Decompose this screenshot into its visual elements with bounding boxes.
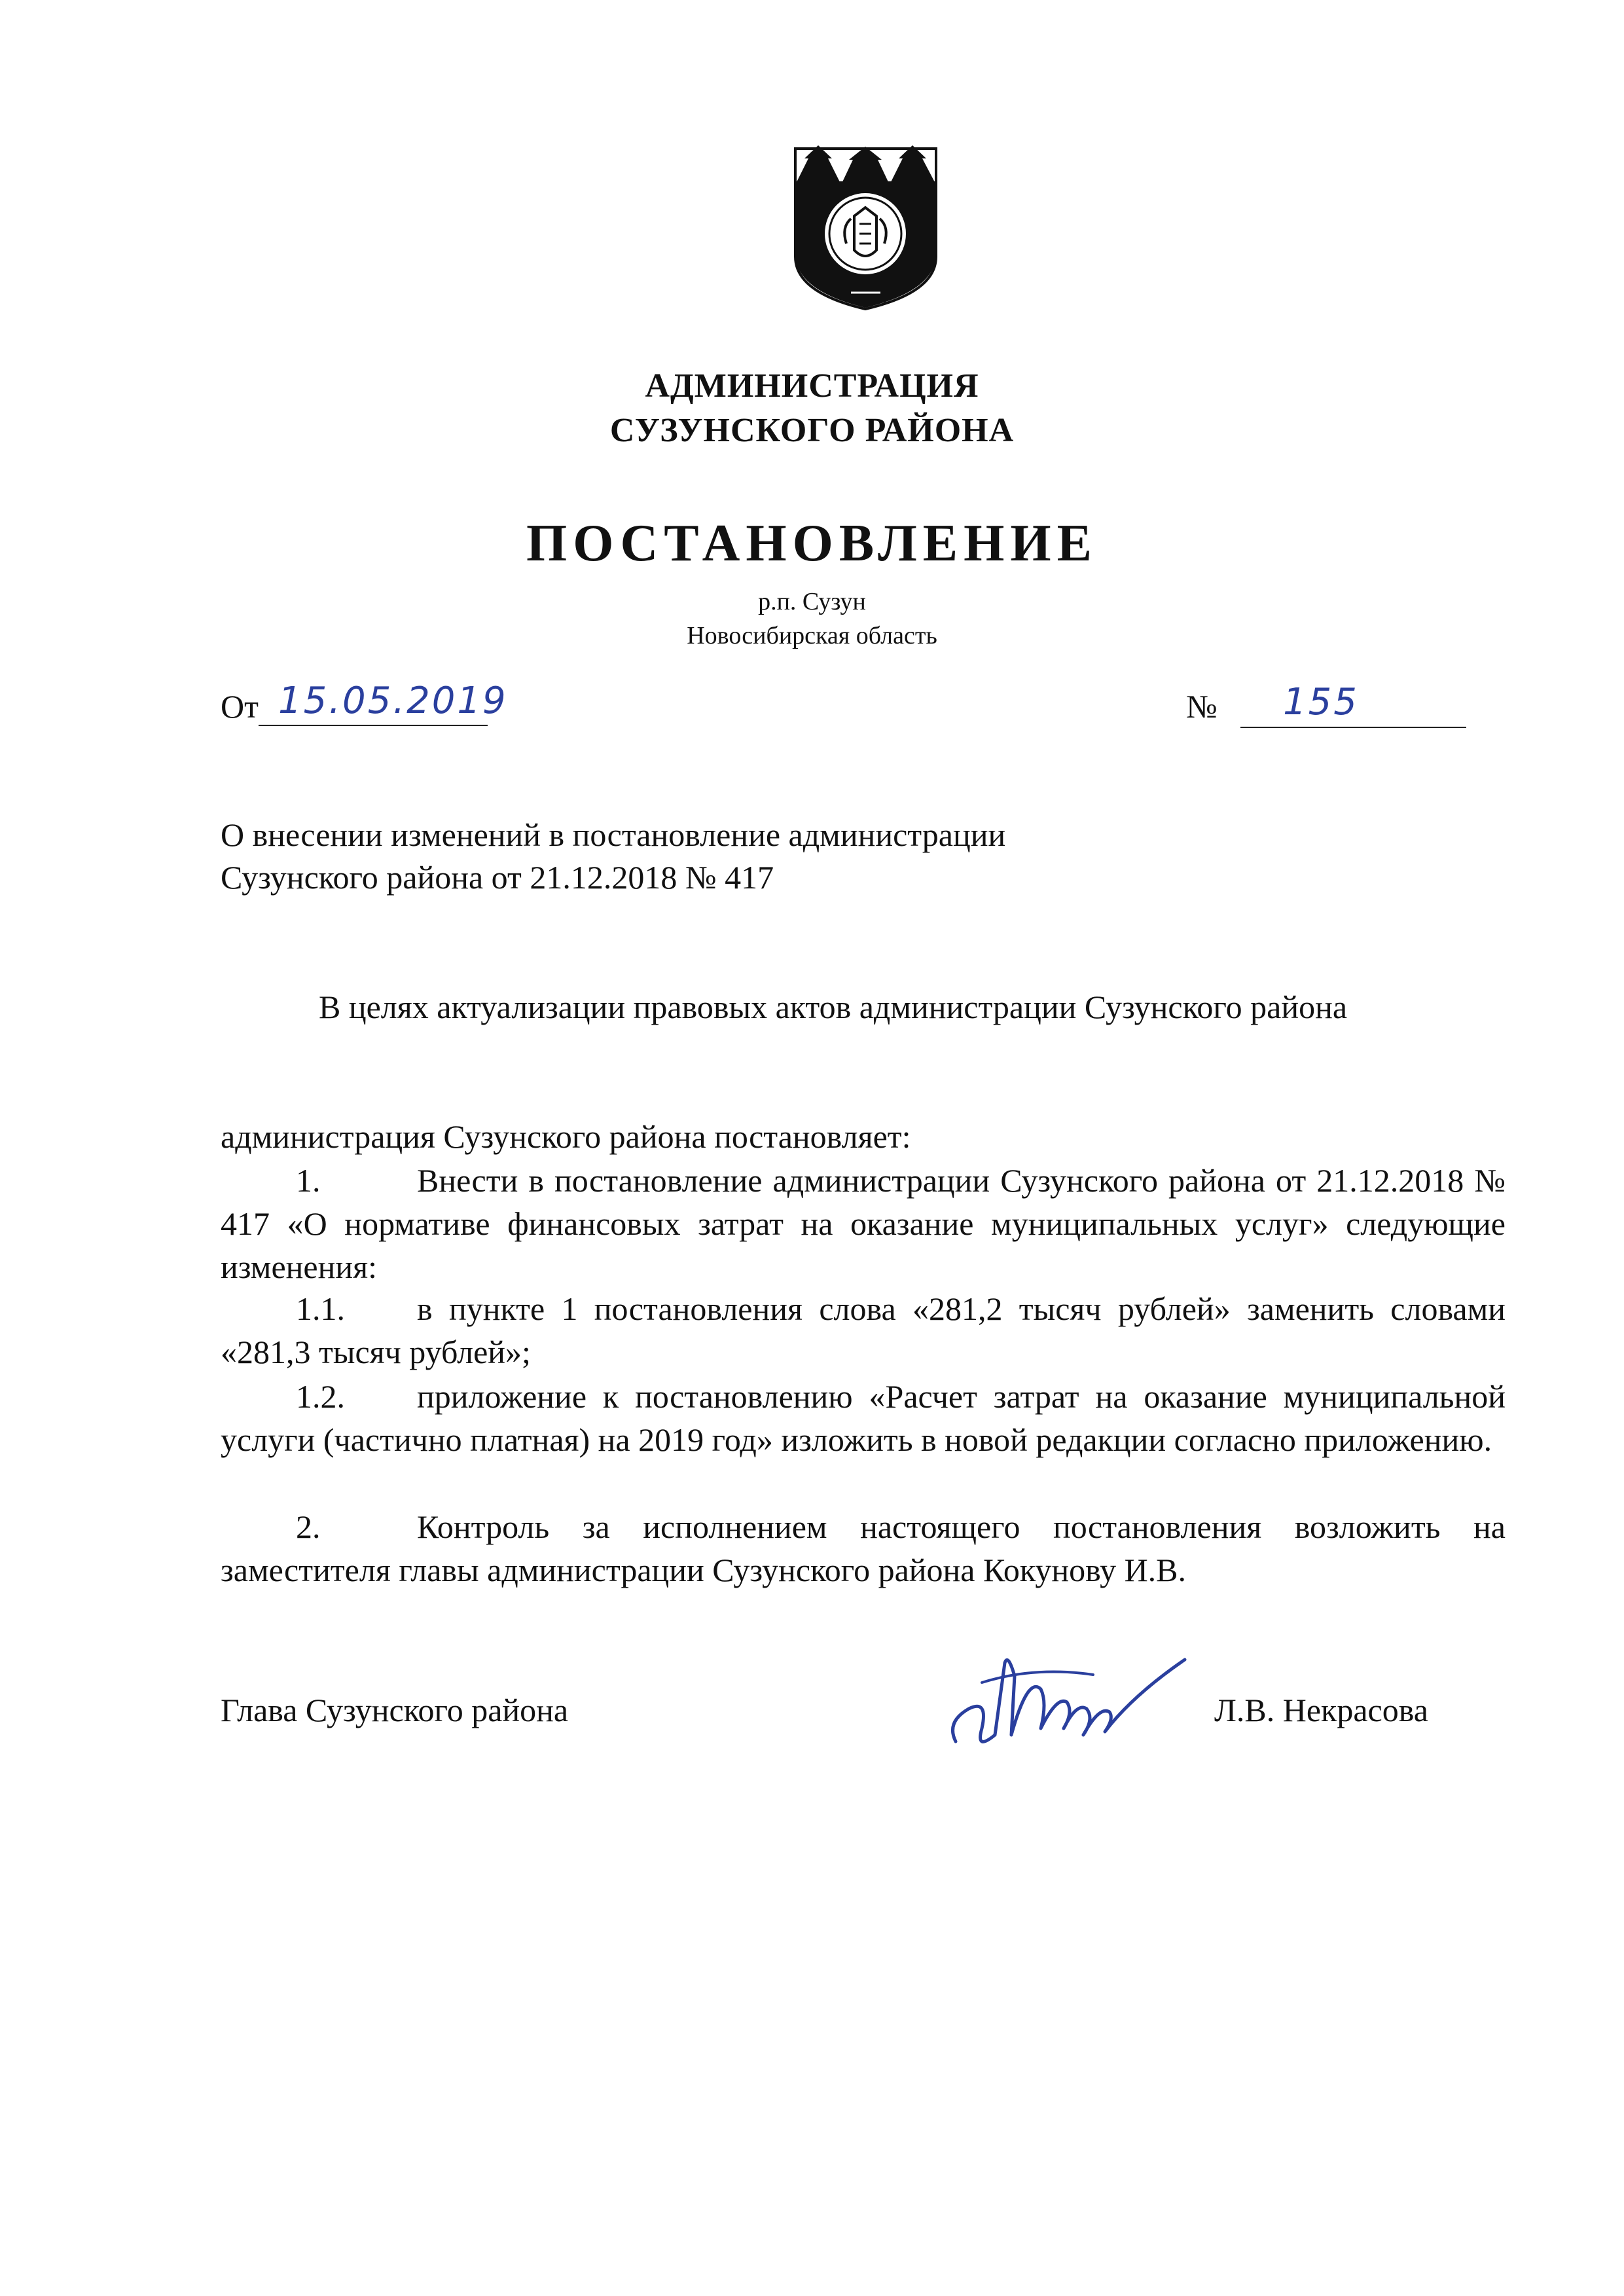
number-underline (1240, 727, 1466, 728)
decree-item (221, 1505, 1506, 1592)
signatory-title: Глава Сузунского района (221, 1692, 569, 1728)
handwritten-date: 15.05.2019 (278, 680, 508, 722)
decree-item (221, 1375, 1506, 1461)
document-type-title: ПОСТАНОВЛЕНИЕ (526, 515, 1098, 572)
place-region: Новосибирская область (687, 622, 937, 649)
subject-line1: О внесении изменений в постановление администрации (221, 816, 1006, 853)
item-number: 1.2. (296, 1378, 345, 1415)
item-text: Контроль за исполнением настоящего постановления возложить на заместителя главы администрации Сузунского района Кокунову И.В. (221, 1508, 1506, 1588)
handwritten-signature (943, 1637, 1191, 1768)
place-settlement: р.п. Сузун (758, 588, 866, 615)
intro-paragraph: В целях актуализации правовых актов администрации Сузунского района (319, 989, 1348, 1025)
organization-name-line1: АДМИНИСТРАЦИЯ (645, 367, 979, 405)
item-number: 1. (296, 1162, 321, 1199)
organization-name-line2: СУЗУНСКОГО РАЙОНА (609, 412, 1015, 449)
item-text: в пункте 1 постановления слова «281,2 тысяч рублей» заменить словами «281,3 тысяч рублей»; (221, 1290, 1506, 1370)
item-text: Внести в постановление администрации Сузунского района от 21.12.2018 № 417 «О нормативе финансовых затрат на оказание муниципальных услуг» следующие изменения: (221, 1162, 1506, 1285)
item-number: 2. (296, 1508, 321, 1545)
item-text: приложение к постановлению «Расчет затрат на оказание муниципальной услуги (частично платная) на 2019 год» изложить в новой редакции согласно приложению. (221, 1378, 1506, 1458)
date-underline (259, 725, 488, 726)
coat-of-arms-emblem (789, 145, 943, 312)
date-prefix: От (221, 688, 259, 725)
decree-item (221, 1287, 1506, 1374)
decree-statement: администрация Сузунского района постановляет: (221, 1118, 911, 1155)
number-prefix: № (1186, 688, 1218, 725)
subject-line2: Сузунского района от 21.12.2018 № 417 (221, 859, 774, 896)
signatory-name: Л.В. Некрасова (1214, 1692, 1428, 1728)
item-number: 1.1. (296, 1290, 345, 1327)
decree-item (221, 1159, 1506, 1288)
handwritten-number: 155 (1283, 681, 1359, 723)
